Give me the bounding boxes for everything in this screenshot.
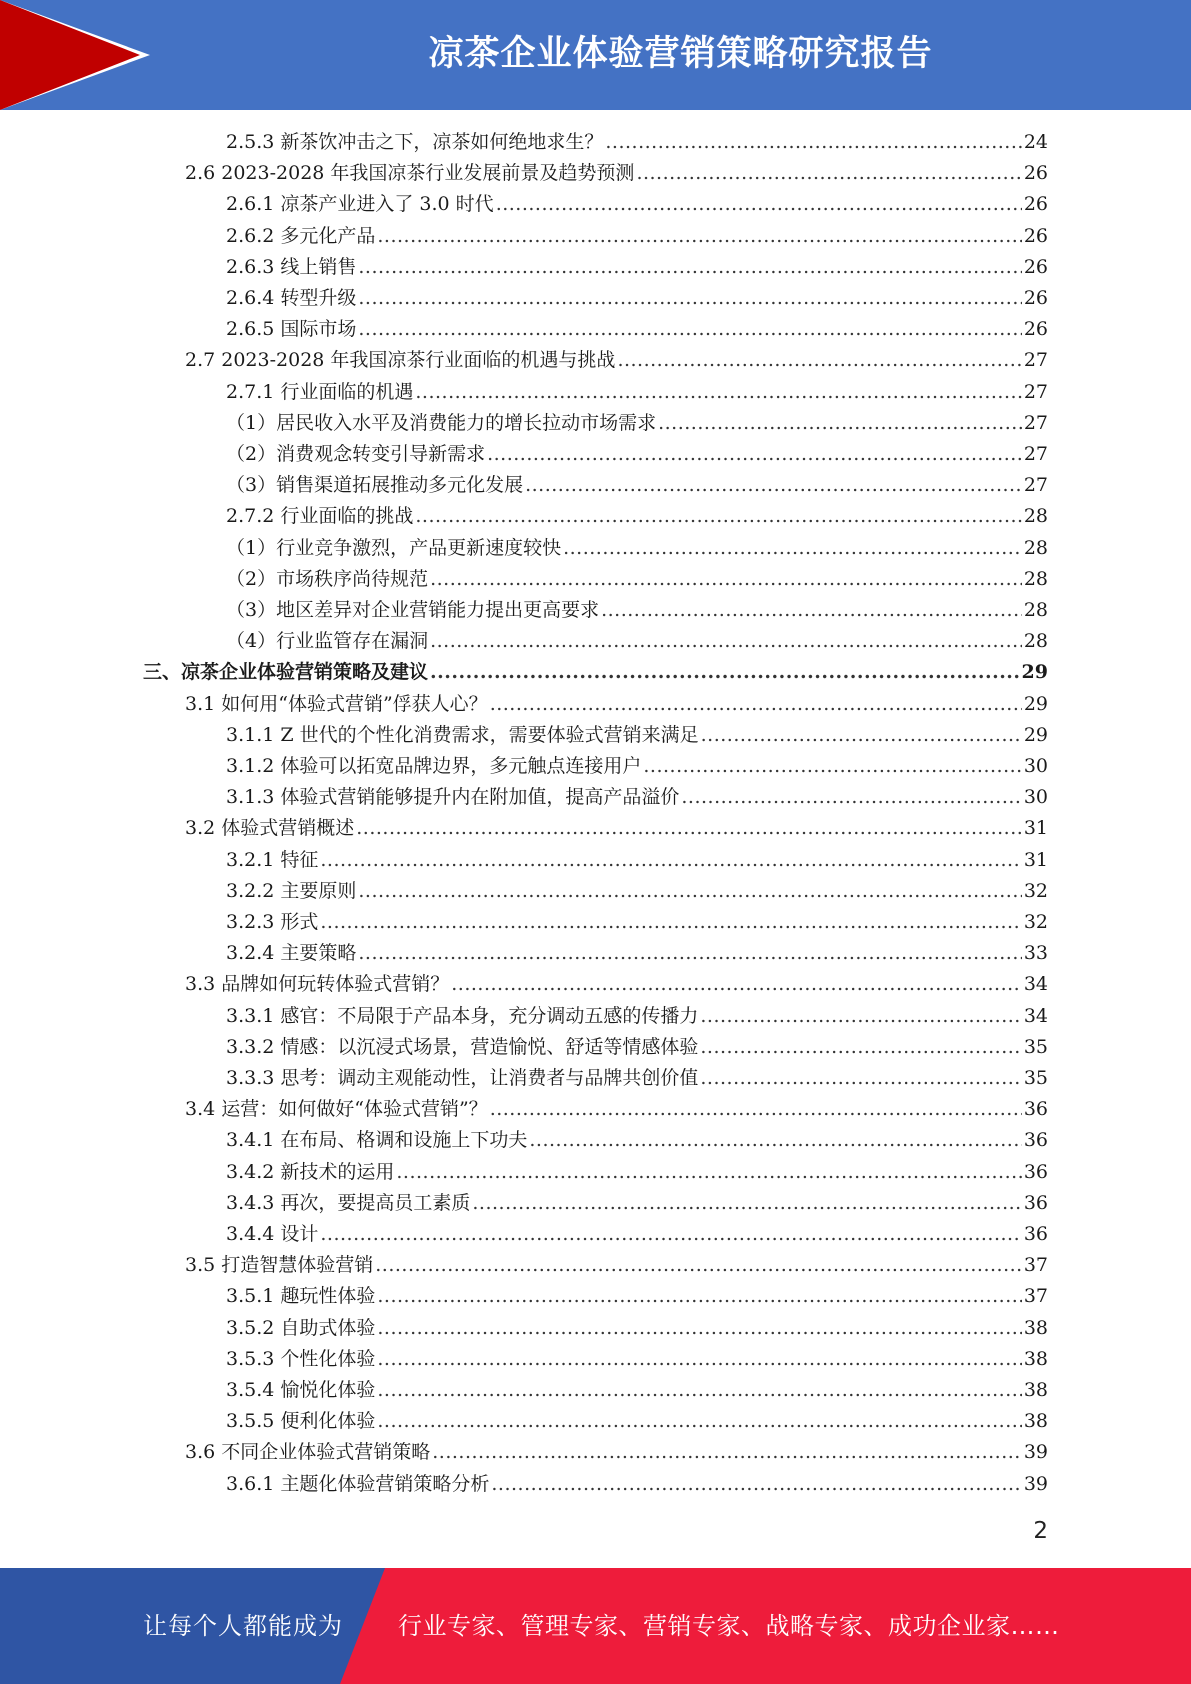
page-number: 2 xyxy=(1033,1518,1048,1544)
toc-entry-title: 3.5.1 趣玩性体验 xyxy=(226,1285,376,1308)
toc-entry-page: 26 xyxy=(1023,255,1048,278)
toc-entry-title: 3.1 如何用“体验式营销”俘获人心？ xyxy=(185,692,488,715)
toc-entry-page: 28 xyxy=(1023,505,1048,528)
toc-entry-title: 3.6.1 主题化体验营销策略分析 xyxy=(226,1472,490,1495)
toc-entry[interactable] xyxy=(226,470,1048,501)
toc-leader-dots xyxy=(396,1157,1021,1188)
toc-entry[interactable] xyxy=(226,595,1048,626)
page-header xyxy=(0,0,1191,110)
toc-entry-title: 3.4.3 再次，要提高员工素质 xyxy=(226,1191,471,1214)
toc-entry[interactable] xyxy=(185,689,1048,720)
toc-entry-page: 28 xyxy=(1023,567,1048,590)
toc-entry-page: 28 xyxy=(1023,599,1048,621)
toc-entry-page: 34 xyxy=(1023,973,1048,996)
toc-entry-page: 39 xyxy=(1023,1472,1048,1495)
toc-entry[interactable] xyxy=(226,1063,1048,1094)
toc-entry[interactable] xyxy=(185,1250,1048,1281)
header-arrow-shape xyxy=(0,0,140,110)
toc-leader-dots xyxy=(700,1001,1021,1032)
toc-leader-dots xyxy=(605,127,1021,158)
toc-leader-dots xyxy=(377,1281,1021,1312)
toc-entry-page: 29 xyxy=(1023,692,1048,715)
toc-entry[interactable] xyxy=(226,845,1048,876)
toc-entry-title: 3.4.2 新技术的运用 xyxy=(226,1160,395,1183)
toc-entry-title: 3.2.3 形式 xyxy=(226,911,319,933)
toc-leader-dots xyxy=(358,252,1021,283)
footer-slogan-left: 让每个人都能成为 xyxy=(143,1612,343,1640)
toc-entry-page: 24 xyxy=(1023,131,1048,153)
toc-leader-dots xyxy=(490,689,1022,720)
toc-entry-page: 27 xyxy=(1023,349,1048,372)
toc-entry-title: （4）行业监管存在漏洞 xyxy=(226,630,429,653)
toc-entry[interactable] xyxy=(226,1344,1048,1375)
toc-entry[interactable] xyxy=(185,1094,1048,1125)
toc-entry-title: （3）地区差异对企业营销能力提出更高要求 xyxy=(226,599,600,621)
toc-leader-dots xyxy=(377,1406,1021,1437)
toc-entry-title: 3.2 体验式营销概述 xyxy=(185,817,355,840)
toc-entry-page: 32 xyxy=(1023,911,1048,933)
toc-entry-title: 2.7 2023-2028 年我国凉茶行业面临的机遇与挑战 xyxy=(185,349,616,372)
toc-entry-title: 3.2.4 主要策略 xyxy=(226,942,357,965)
toc-entry[interactable] xyxy=(226,1375,1048,1406)
toc-entry-title: 3.4.4 设计 xyxy=(226,1223,319,1245)
toc-entry[interactable] xyxy=(226,1313,1048,1344)
toc-leader-dots xyxy=(320,907,1021,938)
toc-entry-title: （3）销售渠道拓展推动多元化发展 xyxy=(226,474,524,497)
toc-leader-dots xyxy=(525,470,1022,501)
toc-leader-dots xyxy=(377,1344,1021,1375)
toc-entry-page: 36 xyxy=(1023,1160,1048,1183)
toc-entry-title: 3.1.3 体验式营销能够提升内在附加值，提高产品溢价 xyxy=(226,786,680,809)
toc-entry[interactable] xyxy=(226,876,1048,907)
toc-entry[interactable] xyxy=(226,377,1048,408)
toc-entry-page: 31 xyxy=(1023,848,1048,871)
toc-leader-dots xyxy=(617,345,1021,376)
toc-entry-title: 3.2.1 特征 xyxy=(226,848,319,871)
toc-entry-title: 3.1.2 体验可以拓宽品牌边界，多元触点连接用户 xyxy=(226,755,642,777)
toc-entry-page: 39 xyxy=(1023,1441,1048,1464)
toc-entry[interactable] xyxy=(185,1437,1048,1468)
toc-leader-dots xyxy=(491,1469,1021,1500)
toc-entry-title: 3.2.2 主要原则 xyxy=(226,879,357,902)
toc-entry[interactable] xyxy=(226,1469,1048,1500)
toc-entry-page: 28 xyxy=(1023,630,1048,653)
toc-entry-page: 38 xyxy=(1023,1316,1048,1339)
toc-entry[interactable] xyxy=(185,158,1048,189)
toc-entry-page: 27 xyxy=(1023,411,1048,434)
toc-entry-page: 32 xyxy=(1023,879,1048,902)
toc-entry[interactable] xyxy=(226,501,1048,532)
toc-entry-title: 2.7.1 行业面临的机遇 xyxy=(226,380,414,403)
toc-entry-title: 3.1.1 Z 世代的个性化消费需求，需要体验式营销来满足 xyxy=(226,723,699,746)
toc-leader-dots xyxy=(356,813,1022,844)
toc-entry-page: 26 xyxy=(1023,193,1048,216)
toc-entry[interactable] xyxy=(226,127,1048,158)
toc-leader-dots xyxy=(377,1313,1021,1344)
toc-entry-page: 30 xyxy=(1023,755,1048,777)
toc-entry[interactable] xyxy=(226,907,1048,938)
toc-leader-dots xyxy=(487,439,1022,470)
toc-entry-title: 3.5.3 个性化体验 xyxy=(226,1347,376,1370)
toc-entry-title: 3.5.4 愉悦化体验 xyxy=(226,1379,376,1401)
toc-entry-title: 2.6.2 多元化产品 xyxy=(226,224,376,247)
toc-entry-page: 36 xyxy=(1023,1191,1048,1214)
toc-entry-page: 36 xyxy=(1023,1129,1048,1152)
toc-leader-dots xyxy=(415,377,1021,408)
toc-entry[interactable] xyxy=(226,283,1048,314)
toc-entry[interactable] xyxy=(226,782,1048,813)
toc-entry-page: 35 xyxy=(1023,1035,1048,1058)
toc-entry[interactable] xyxy=(226,252,1048,283)
toc-leader-dots xyxy=(430,657,1020,688)
toc-entry[interactable] xyxy=(226,751,1048,782)
toc-entry-page: 33 xyxy=(1023,942,1048,965)
toc-leader-dots xyxy=(681,782,1021,813)
toc-leader-dots xyxy=(700,1063,1021,1094)
toc-entry[interactable] xyxy=(226,564,1048,595)
toc-entry[interactable] xyxy=(185,969,1048,1000)
toc-entry[interactable] xyxy=(226,1157,1048,1188)
toc-entry-page: 26 xyxy=(1023,224,1048,247)
toc-entry-page: 31 xyxy=(1023,817,1048,840)
toc-entry[interactable] xyxy=(226,533,1048,564)
toc-leader-dots xyxy=(496,189,1022,220)
toc-entry-page: 38 xyxy=(1023,1379,1048,1401)
toc-entry-title: 3.3.3 思考：调动主观能动性，让消费者与品牌共创价值 xyxy=(226,1067,699,1089)
toc-leader-dots xyxy=(451,969,1022,1000)
toc-leader-dots xyxy=(701,720,1022,751)
toc-entry-title: 2.6.3 线上销售 xyxy=(226,255,357,278)
toc-leader-dots xyxy=(358,283,1021,314)
toc-entry-title: 3.3 品牌如何玩转体验式营销？ xyxy=(185,973,450,996)
toc-entry-page: 30 xyxy=(1023,786,1048,809)
toc-leader-dots xyxy=(700,1032,1021,1063)
toc-entry-page: 27 xyxy=(1023,474,1048,497)
toc-entry-title: 3.3.2 情感：以沉浸式场景，营造愉悦、舒适等情感体验 xyxy=(226,1035,699,1058)
toc-leader-dots xyxy=(643,751,1021,782)
toc-entry-title: 2.6.1 凉茶产业进入了 3.0 时代 xyxy=(226,193,494,216)
toc-leader-dots xyxy=(432,1437,1022,1468)
toc-entry-page: 29 xyxy=(1023,723,1048,746)
toc-leader-dots xyxy=(358,938,1021,969)
toc-entry[interactable] xyxy=(226,1125,1048,1156)
toc-leader-dots xyxy=(358,314,1021,345)
toc-entry[interactable] xyxy=(226,189,1048,220)
toc-leader-dots xyxy=(636,158,1021,189)
toc-entry-page: 26 xyxy=(1023,287,1048,309)
toc-entry-title: （1）行业竞争激烈，产品更新速度较快 xyxy=(226,536,562,559)
toc-entry[interactable] xyxy=(226,439,1048,470)
toc-entry-title: 2.7.2 行业面临的挑战 xyxy=(226,505,414,528)
toc-entry-page: 35 xyxy=(1023,1067,1048,1089)
toc-leader-dots xyxy=(358,876,1021,907)
toc-leader-dots xyxy=(430,626,1022,657)
toc-entry-title: 2.6.4 转型升级 xyxy=(226,287,357,309)
toc-leader-dots xyxy=(601,595,1022,626)
toc-leader-dots xyxy=(320,1219,1021,1250)
toc-entry-page: 26 xyxy=(1023,318,1048,341)
toc-entry[interactable] xyxy=(185,813,1048,844)
toc-leader-dots xyxy=(415,501,1021,532)
toc-entry-page: 38 xyxy=(1023,1410,1048,1433)
toc-entry-title: 3.4.1 在布局、格调和设施上下功夫 xyxy=(226,1129,528,1152)
toc-entry[interactable] xyxy=(226,408,1048,439)
toc-entry-title: 3.5 打造智慧体验营销 xyxy=(185,1254,374,1277)
toc-entry-page: 37 xyxy=(1023,1254,1048,1277)
toc-entry-title: （2）消费观念转变引导新需求 xyxy=(226,443,486,465)
toc-entry-title: 3.6 不同企业体验式营销策略 xyxy=(185,1441,431,1464)
toc-entry-title: 3.3.1 感官：不局限于产品本身，充分调动五感的传播力 xyxy=(226,1004,699,1027)
toc-leader-dots xyxy=(377,1375,1021,1406)
toc-entry[interactable] xyxy=(226,221,1048,252)
toc-entry[interactable] xyxy=(226,1032,1048,1063)
toc-entry[interactable] xyxy=(226,314,1048,345)
toc-entry-title: 三、凉茶企业体验营销策略及建议 xyxy=(143,661,429,684)
toc-entry[interactable] xyxy=(226,938,1048,969)
toc-entry-page: 36 xyxy=(1023,1223,1048,1245)
toc-entry-page: 27 xyxy=(1023,380,1048,403)
toc-entry[interactable] xyxy=(226,626,1048,657)
toc-entry-title: 3.4 运营：如何做好“体验式营销”？ xyxy=(185,1098,488,1121)
toc-entry-page: 26 xyxy=(1023,162,1048,185)
toc-leader-dots xyxy=(377,221,1021,252)
report-title: 凉茶企业体验营销策略研究报告 xyxy=(428,34,933,74)
toc-entry-title: 3.5.2 自助式体验 xyxy=(226,1316,376,1339)
toc-entry[interactable] xyxy=(143,657,1048,688)
toc-entry[interactable] xyxy=(226,1219,1048,1250)
toc-entry-page: 28 xyxy=(1023,536,1048,559)
toc-entry-page: 36 xyxy=(1023,1098,1048,1121)
toc-leader-dots xyxy=(658,408,1022,439)
footer-slogan-right: 行业专家、管理专家、营销专家、战略专家、成功企业家…… xyxy=(398,1612,1060,1640)
toc-entry-page: 38 xyxy=(1023,1347,1048,1370)
toc-leader-dots xyxy=(375,1250,1022,1281)
toc-entry-title: 2.6 2023-2028 年我国凉茶行业发展前景及趋势预测 xyxy=(185,162,635,185)
toc-leader-dots xyxy=(430,564,1022,595)
toc-leader-dots xyxy=(563,533,1022,564)
toc-entry-title: 2.6.5 国际市场 xyxy=(226,318,357,341)
toc-leader-dots xyxy=(490,1094,1022,1125)
toc-entry-title: （2）市场秩序尚待规范 xyxy=(226,567,429,590)
toc-entry[interactable] xyxy=(185,345,1048,376)
toc-entry-page: 27 xyxy=(1023,443,1048,465)
toc-entry-title: 2.5.3 新茶饮冲击之下，凉茶如何绝地求生？ xyxy=(226,131,604,153)
toc-entry[interactable] xyxy=(226,1001,1048,1032)
toc-leader-dots xyxy=(529,1125,1021,1156)
toc-leader-dots xyxy=(472,1188,1021,1219)
toc-entry[interactable] xyxy=(226,720,1048,751)
toc-entry[interactable] xyxy=(226,1188,1048,1219)
toc-entry-page: 29 xyxy=(1021,661,1048,684)
page-footer xyxy=(0,1568,1191,1684)
toc-entry-page: 34 xyxy=(1023,1004,1048,1027)
toc-entry[interactable] xyxy=(226,1406,1048,1437)
toc-entry-page: 37 xyxy=(1023,1285,1048,1308)
toc-entry-title: 3.5.5 便利化体验 xyxy=(226,1410,376,1433)
toc-entry-title: （1）居民收入水平及消费能力的增长拉动市场需求 xyxy=(226,411,657,434)
toc-entry[interactable] xyxy=(226,1281,1048,1312)
toc-leader-dots xyxy=(320,845,1021,876)
